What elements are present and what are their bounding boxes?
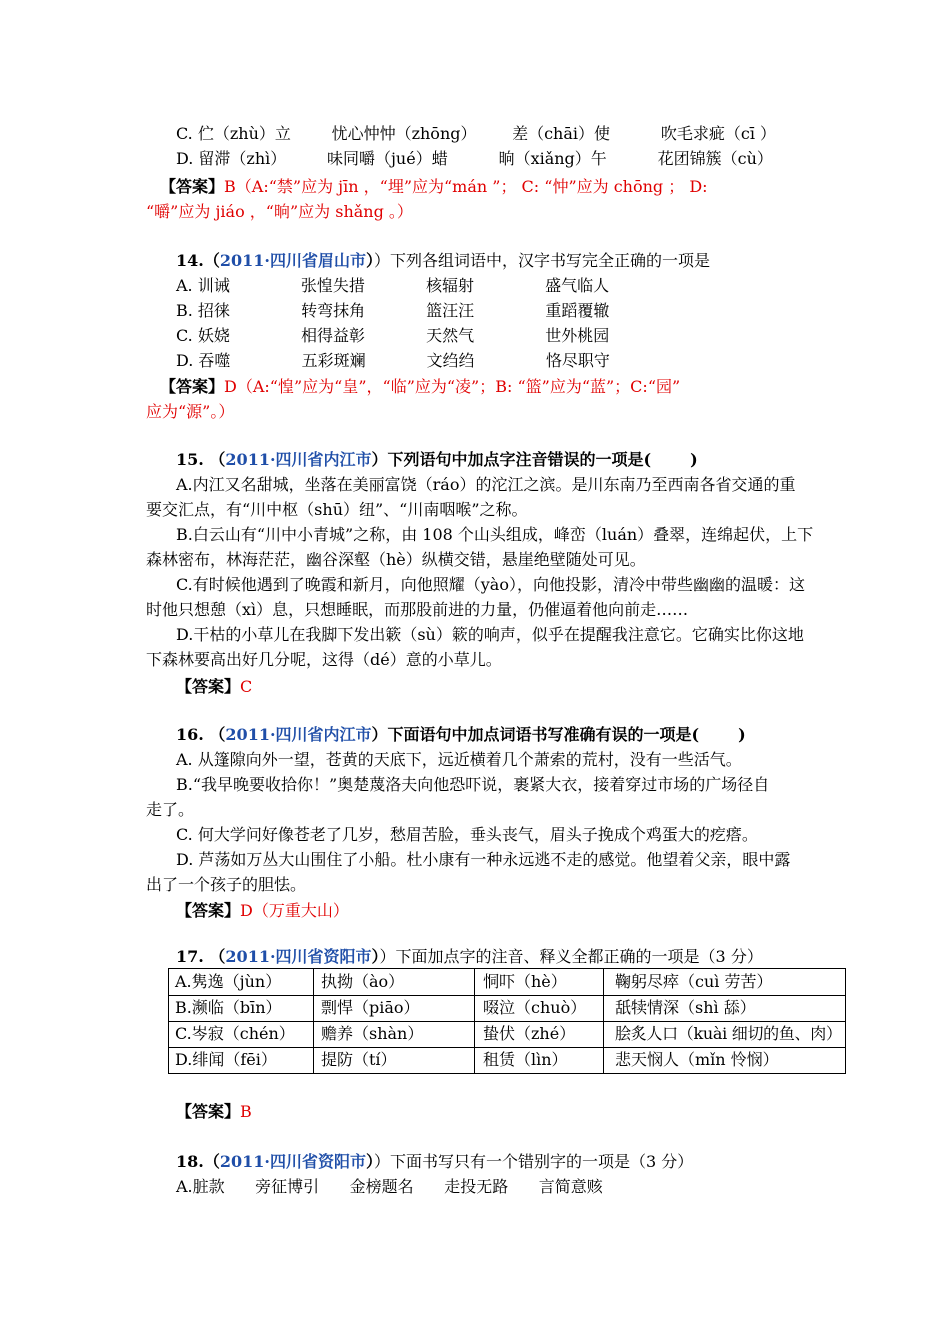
q14-option-d: D. 吞噬 五彩斑斓 文绉绉 恪尽职守 [176, 351, 610, 370]
answer-text: B [240, 1102, 252, 1121]
question-number: 17. （ [176, 947, 226, 966]
question-number: 16. （ [176, 725, 226, 744]
question-source: 2011·四川省眉山市 [219, 251, 366, 270]
answer-14 [160, 376, 680, 398]
q15-option-c-cont: 时他只想憩（xì）息，只想睡眠，而那股前进的力量，仍催逼着他向前走…… [146, 600, 689, 619]
question-source: 2011·四川省资阳市 [225, 947, 372, 966]
q14-option-c: C. 妖娆 相得益彰 天然气 世外桃园 [176, 326, 610, 345]
q15-option-d: D.干枯的小草儿在我脚下发出簌（sù）簌的响声，似乎在提醒我注意它。它确实比你这地 [176, 625, 804, 644]
answer-13 [160, 176, 708, 198]
question-source: 2011·四川省内江市 [225, 450, 372, 469]
question-17-title [176, 946, 763, 968]
q16-option-b: B.“我早晚要收拾你！”奥楚蔑洛夫向他恐吓说，裹紧大衣，接着穿过市场的广场径自 [176, 775, 770, 794]
table-cell: 蛰伏（zhé） [483, 1024, 576, 1043]
q15-option-a: A.内江又名甜城，坐落在美丽富饶（ráo）的沱江之滨。是川东南乃至西南各省交通的重 [176, 475, 796, 494]
table-cell: 租赁（lìn） [483, 1050, 568, 1069]
question-number: 18.（ [176, 1152, 220, 1171]
table-cell: 悲天悯人（mǐn 怜悯） [615, 1050, 779, 1069]
question-text: ）下列各组词语中，汉字书写完全正确的一项是 [373, 251, 710, 270]
question-text: ）下面书写只有一个错别字的一项是（3 分） [373, 1152, 694, 1171]
table-cell: 脍炙人口（kuài 细切的鱼、肉） [615, 1024, 842, 1043]
answer-label: 【答案】 [176, 677, 241, 696]
question-text: ）下列语句中加点字注音错误的一项是( ) [371, 450, 698, 469]
answer-label: 【答案】 [160, 377, 225, 396]
table-cell: 鞠躬尽瘁（cuì 劳苦） [615, 972, 773, 991]
q16-option-a: A. 从篷隙向外一望，苍黄的天底下，远近横着几个萧索的荒村，没有一些活气。 [176, 750, 742, 769]
question-text: ）下面语句中加点词语书写准确有误的一项是( ) [371, 725, 746, 744]
table-cell: 赡养（shàn） [321, 1024, 424, 1043]
table-col-divider [313, 969, 314, 1073]
question-source-close: ） [371, 947, 380, 966]
table-cell: 恫吓（hè） [483, 972, 567, 991]
answer-text: C [240, 677, 253, 696]
q15-option-c: C.有时候他遇到了晚霞和新月，向他照耀（yào），向他投影，清冷中带些幽幽的温暖：这 [176, 575, 805, 594]
answer-17 [176, 1101, 252, 1123]
answer-label: 【答案】 [176, 901, 241, 920]
answer-text: D（A:“惶”应为“皇”，“临”应为“凌”；B: “篮”应为“蓝”；C:“园” [224, 377, 681, 396]
table-row-divider [169, 995, 845, 996]
q14-option-b: B. 招徕 转弯抹角 篮汪汪 重蹈覆辙 [176, 301, 610, 320]
q14-option-a: A. 训诫 张惶失措 核辐射 盛气临人 [176, 276, 610, 295]
answer-label: 【答案】 [176, 1102, 241, 1121]
table-col-divider [474, 969, 475, 1073]
table-row-divider [169, 1047, 845, 1048]
answer-text: B（A:“禁”应为 jīn ，“埋”应为“mán ”； C: “忡”应为 chōng ； D: [224, 177, 708, 196]
table-cell: B.濒临（bīn） [175, 998, 282, 1017]
question-number: 14.（ [176, 251, 220, 270]
table-cell: 提防（tí） [321, 1050, 397, 1069]
table-cell: 舐犊情深（shì 舔） [615, 998, 756, 1017]
answer-text: D（万重大山） [240, 901, 349, 920]
question-source-close: ） [365, 251, 374, 270]
answer-label: 【答案】 [160, 177, 225, 196]
question-source: 2011·四川省资阳市 [219, 1152, 366, 1171]
question-15-title [176, 449, 698, 471]
q15-option-b-cont: 森林密布，林海茫茫，幽谷深壑（hè）纵横交错，悬崖绝壁随处可见。 [146, 550, 646, 569]
table-row-divider [169, 1021, 845, 1022]
question-source-close: ） [365, 1152, 374, 1171]
q17-table [168, 968, 846, 1074]
q16-option-b-cont: 走了。 [146, 800, 195, 819]
option-d-line: D. 留滞（zhì） 味同嚼（jué）蜡 晌（xiǎng）午 花团锦簇（cù） [176, 149, 773, 168]
question-source: 2011·四川省内江市 [225, 725, 372, 744]
table-cell: D.绯闻（fēi） [175, 1050, 277, 1069]
question-16-title [176, 724, 746, 746]
option-c-line: C. 伫（zhù）立 忧心忡忡（zhōng） 差（chāi）使 吹毛求疵（cī ） [176, 124, 777, 143]
answer-16 [176, 900, 349, 922]
question-14-title [176, 250, 710, 272]
table-cell: 啜泣（chuò） [483, 998, 587, 1017]
table-col-divider [603, 969, 604, 1073]
answer-15 [176, 676, 252, 698]
table-cell: C.岑寂（chén） [175, 1024, 295, 1043]
q16-option-d-cont: 出了一个孩子的胆怯。 [146, 875, 307, 894]
answer-13-cont: “嚼”应为 jiáo ，“晌”应为 shǎng 。） [146, 202, 413, 221]
q15-option-b: B.白云山有“川中小青城”之称，由 108 个山头组成，峰峦（luán）叠翠，连绵起伏，上下 [176, 525, 814, 544]
table-cell: 剽悍（piāo） [321, 998, 420, 1017]
q16-option-c: C. 何大学问好像苍老了几岁，愁眉苦脸，垂头丧气，眉头子挽成个鸡蛋大的疙瘩。 [176, 825, 758, 844]
table-cell: A.隽逸（jùn） [175, 972, 282, 991]
q16-option-d: D. 芦荡如万丛大山围住了小船。杜小康有一种永远逃不走的感觉。他望着父亲，眼中露 [176, 850, 791, 869]
question-18-title [176, 1151, 693, 1173]
q18-option-a: A.脏款 旁征博引 金榜题名 走投无路 言简意赅 [176, 1177, 603, 1196]
table-cell: 执拗（ào） [321, 972, 405, 991]
q15-option-d-cont: 下森林要高出好几分呢，这得（dé）意的小草儿。 [146, 650, 502, 669]
question-number: 15. （ [176, 450, 226, 469]
question-text: ）下面加点字的注音、释义全都正确的一项是（3 分） [379, 947, 763, 966]
q15-option-a-cont: 要交汇点，有“川中枢（shū）纽”、“川南咽喉”之称。 [146, 500, 528, 519]
answer-14-cont: 应为“源”。） [146, 402, 235, 421]
